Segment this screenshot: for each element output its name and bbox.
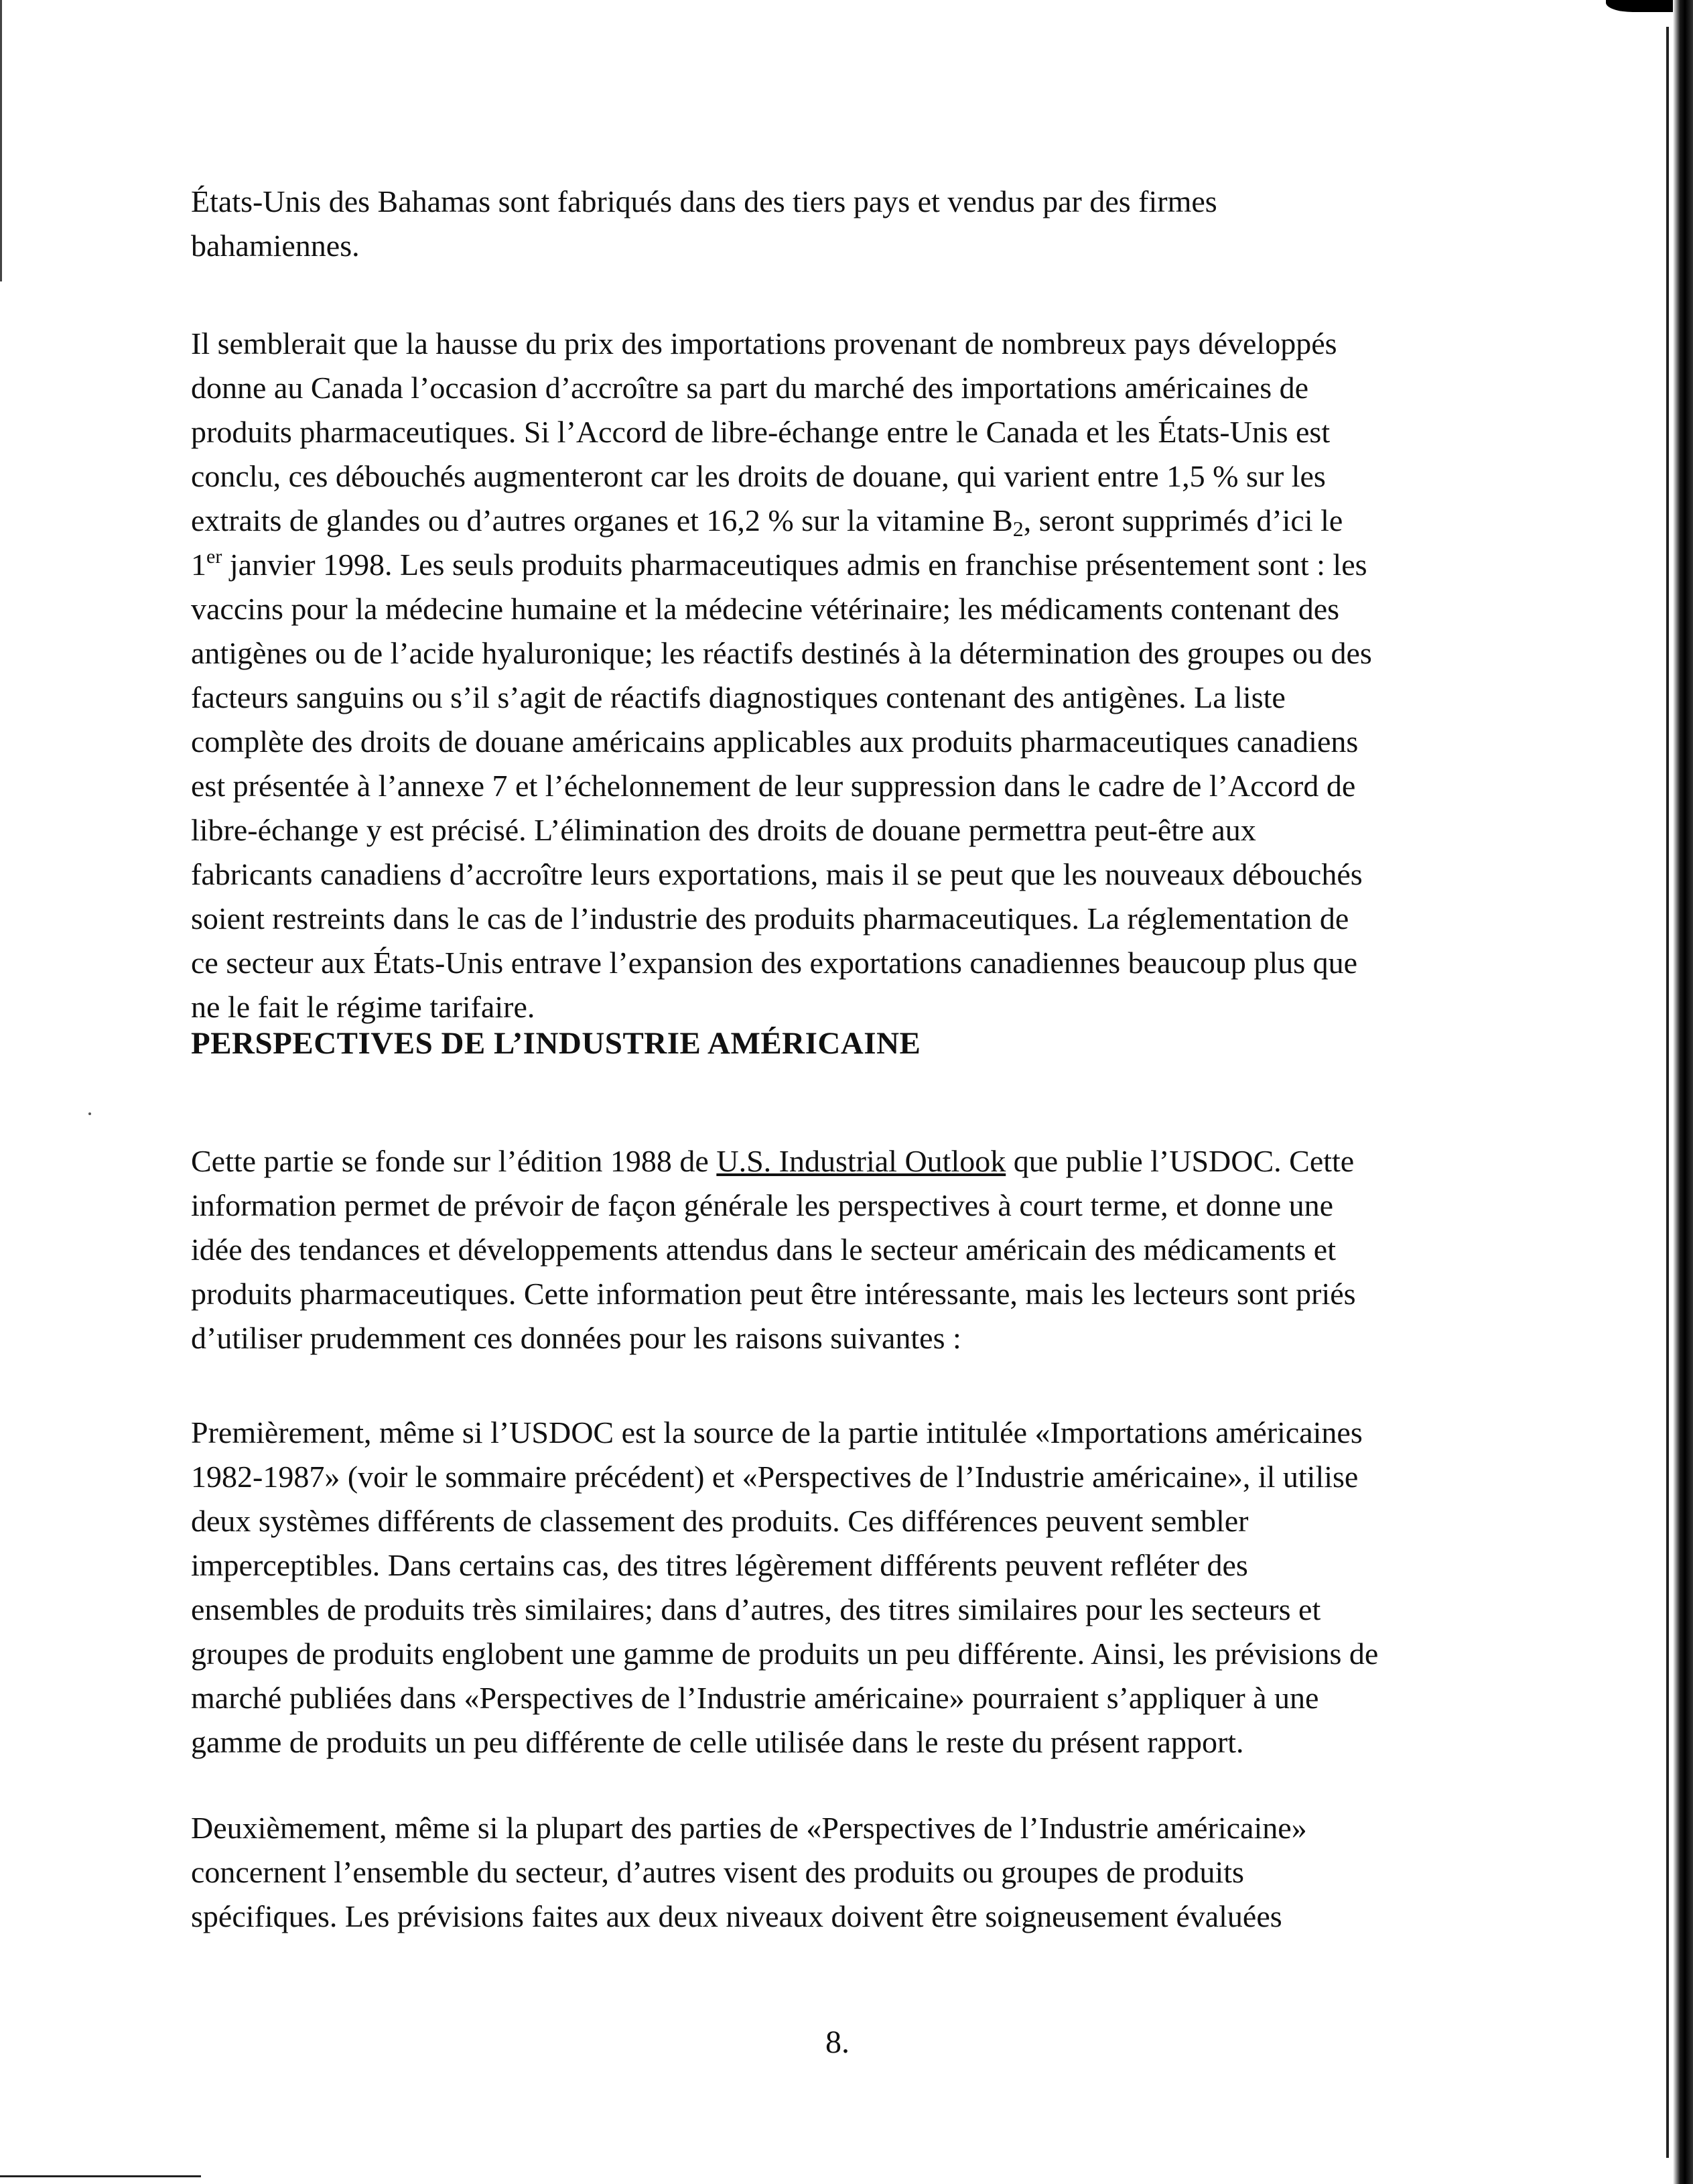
scan-speck (88, 1112, 91, 1115)
text-line: ensembles de produits très similaires; dans d’autres, des titres similaires pour les secteurs et (191, 1592, 1321, 1626)
text-line: ne le fait le régime tarifaire. (191, 990, 535, 1024)
text-line: fabricants canadiens d’accroître leurs exportations, mais il se peut que les nouveaux débouchés (191, 857, 1363, 891)
text-line: facteurs sanguins ou s’il s’agit de réactifs diagnostiques contenant des antigènes. La liste (191, 680, 1286, 714)
text-line: libre-échange y est précisé. L’élimination des droits de douane permettra peut-être aux (191, 813, 1256, 847)
text-line: antigènes ou de l’acide hyaluronique; les réactifs destinés à la détermination des groupes ou des (191, 636, 1372, 670)
text-line: produits pharmaceutiques. Cette information peut être intéressante, mais les lecteurs sont priés (191, 1277, 1356, 1311)
scan-right-edge (1673, 0, 1693, 2184)
text-line (191, 543, 1511, 587)
text-segment: que publie l’USDOC. Cette (1006, 1144, 1355, 1178)
text-line: d’utiliser prudemment ces données pour les raisons suivantes : (191, 1321, 961, 1355)
text-segment: extraits de glandes ou d’autres organes et 16,2 % sur la vitamine B (191, 503, 1013, 537)
text-segment: , seront supprimés d’ici le (1023, 503, 1343, 537)
text-line: information permet de prévoir de façon générale les perspectives à court terme, et donne une (191, 1188, 1334, 1222)
superscript: er (206, 545, 222, 568)
text-line: Premièrement, même si l’USDOC est la source de la partie intitulée «Importations américaines (191, 1415, 1363, 1450)
text-line: Il semblerait que la hausse du prix des importations provenant de nombreux pays développés (191, 326, 1337, 361)
text-line: ce secteur aux États-Unis entrave l’expansion des exportations canadiennes beaucoup plus que (191, 946, 1357, 980)
text-line: conclu, ces débouchés augmenteront car les droits de douane, qui varient entre 1,5 % sur les (191, 459, 1326, 493)
text-line: 1982-1987» (voir le sommaire précédent) et «Perspectives de l’Industrie américaine», il utilise (191, 1460, 1359, 1494)
text-line: spécifiques. Les prévisions faites aux deux niveaux doivent être soigneusement évaluées (191, 1899, 1282, 1933)
paragraph-1 (191, 180, 1511, 268)
text-line: deux systèmes différents de classement des produits. Ces différences peuvent sembler (191, 1504, 1249, 1538)
publication-title: U.S. Industrial Outlook (716, 1144, 1006, 1178)
text-line: Deuxièmement, même si la plupart des parties de «Perspectives de l’Industrie américaine» (191, 1811, 1307, 1845)
text-segment: janvier 1998. Les seuls produits pharmaceutiques admis en franchise présentement sont : les (222, 548, 1367, 582)
text-line: imperceptibles. Dans certains cas, des titres légèrement différents peuvent refléter des (191, 1548, 1248, 1582)
text-line: groupes de produits englobent une gamme de produits un peu différente. Ainsi, les prévisions de (191, 1636, 1379, 1671)
text-segment: Cette partie se fonde sur l’édition 1988 de (191, 1144, 717, 1178)
scan-right-line (1666, 27, 1669, 2158)
text-line: bahamiennes. (191, 229, 360, 263)
subscript: 2 (1012, 517, 1024, 541)
text-line: soient restreints dans le cas de l’industrie des produits pharmaceutiques. La réglementation de (191, 901, 1349, 936)
text-segment: 1 (191, 548, 206, 582)
text-line: États-Unis des Bahamas sont fabriqués dans des tiers pays et vendus par des firmes (191, 184, 1217, 218)
text-line: marché publiées dans «Perspectives de l’Industrie américaine» pourraient s’appliquer à une (191, 1681, 1319, 1715)
paragraph-4 (191, 1411, 1511, 1764)
text-line (191, 1139, 1511, 1183)
text-line: concernent l’ensemble du secteur, d’autres visent des produits ou groupes de produits (191, 1855, 1244, 1889)
text-line: complète des droits de douane américains applicables aux produits pharmaceutiques canadiens (191, 724, 1359, 759)
paragraph-5 (191, 1806, 1511, 1939)
text-line: produits pharmaceutiques. Si l’Accord de libre-échange entre le Canada et les États-Unis est (191, 415, 1331, 449)
text-line: donne au Canada l’occasion d’accroître sa part du marché des importations américaines de (191, 371, 1309, 405)
scan-edge-mark (0, 0, 2, 281)
text-line: est présentée à l’annexe 7 et l’échelonnement de leur suppression dans le cadre de l’Accord de (191, 769, 1356, 803)
text-line: idée des tendances et développements attendus dans le secteur américain des médicaments et (191, 1232, 1336, 1267)
text-line: gamme de produits un peu différente de celle utilisée dans le reste du présent rapport. (191, 1725, 1244, 1759)
text-line (191, 499, 1511, 543)
text-line: vaccins pour la médecine humaine et la médecine vétérinaire; les médicaments contenant des (191, 592, 1340, 626)
scan-bottom-rule (0, 2175, 201, 2177)
paragraph-2 (191, 322, 1511, 1029)
page-number: 8. (825, 2025, 850, 2060)
paragraph-3 (191, 1139, 1511, 1360)
section-heading: PERSPECTIVES DE L’INDUSTRIE AMÉRICAINE (191, 1026, 921, 1061)
